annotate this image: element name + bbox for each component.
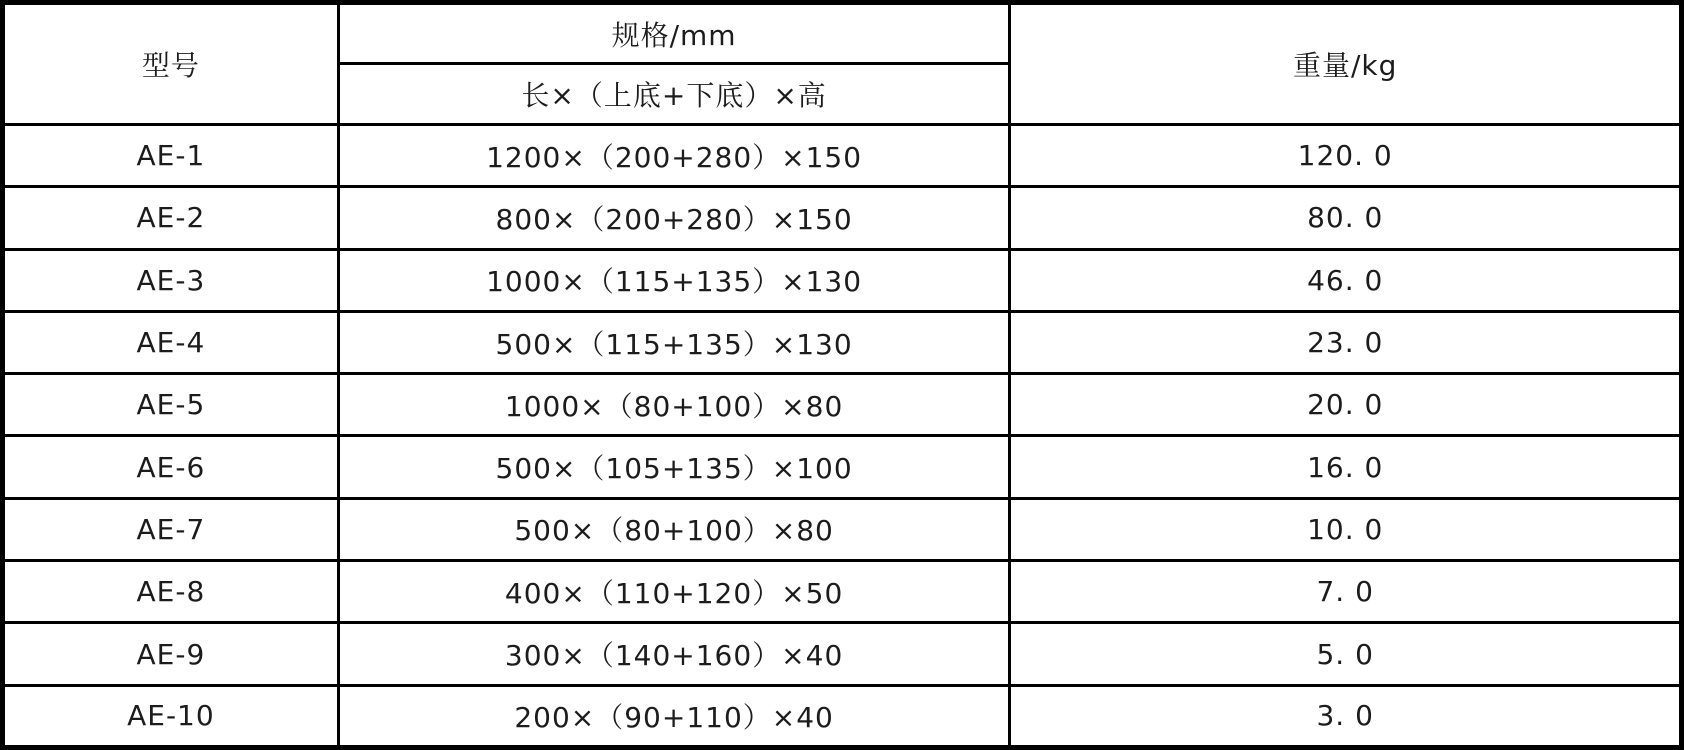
model-cell: AE-3 xyxy=(3,249,339,311)
table-row xyxy=(3,187,1682,249)
model-cell: AE-9 xyxy=(3,623,339,685)
spec-cell: 500×（80+100）×80 xyxy=(338,498,1010,560)
header-weight: 重量/kg xyxy=(1010,3,1682,125)
model-cell: AE-7 xyxy=(3,498,339,560)
model-cell: AE-2 xyxy=(3,187,339,249)
table-row xyxy=(3,623,1682,685)
spec-cell: 1200×（200+280）×150 xyxy=(338,125,1010,187)
spec-cell: 800×（200+280）×150 xyxy=(338,187,1010,249)
weight-cell: 120. 0 xyxy=(1010,125,1682,187)
weight-cell: 3. 0 xyxy=(1010,685,1682,747)
header-row-1 xyxy=(3,3,1682,64)
header-spec-group: 规格/mm xyxy=(338,3,1010,64)
spec-cell: 1000×（80+100）×80 xyxy=(338,374,1010,436)
weight-cell: 23. 0 xyxy=(1010,311,1682,373)
header-model: 型号 xyxy=(3,3,339,125)
table-body xyxy=(3,125,1682,748)
table-row xyxy=(3,249,1682,311)
weight-cell: 80. 0 xyxy=(1010,187,1682,249)
table-row xyxy=(3,436,1682,498)
model-cell: AE-4 xyxy=(3,311,339,373)
model-cell: AE-10 xyxy=(3,685,339,747)
spec-cell: 500×（105+135）×100 xyxy=(338,436,1010,498)
weight-cell: 5. 0 xyxy=(1010,623,1682,685)
model-cell: AE-6 xyxy=(3,436,339,498)
table-row xyxy=(3,685,1682,747)
weight-cell: 46. 0 xyxy=(1010,249,1682,311)
table-row xyxy=(3,311,1682,373)
spec-cell: 400×（110+120）×50 xyxy=(338,561,1010,623)
weight-cell: 7. 0 xyxy=(1010,561,1682,623)
weight-cell: 16. 0 xyxy=(1010,436,1682,498)
weight-cell: 10. 0 xyxy=(1010,498,1682,560)
weight-cell: 20. 0 xyxy=(1010,374,1682,436)
table-row xyxy=(3,561,1682,623)
table-row xyxy=(3,374,1682,436)
header-spec-detail: 长×（上底+下底）×高 xyxy=(338,64,1010,125)
model-cell: AE-5 xyxy=(3,374,339,436)
spec-cell: 500×（115+135）×130 xyxy=(338,311,1010,373)
table-row xyxy=(3,498,1682,560)
model-cell: AE-8 xyxy=(3,561,339,623)
spec-cell: 200×（90+110）×40 xyxy=(338,685,1010,747)
table-row xyxy=(3,125,1682,187)
spec-cell: 300×（140+160）×40 xyxy=(338,623,1010,685)
table-header xyxy=(3,3,1682,125)
model-cell: AE-1 xyxy=(3,125,339,187)
spec-cell: 1000×（115+135）×130 xyxy=(338,249,1010,311)
